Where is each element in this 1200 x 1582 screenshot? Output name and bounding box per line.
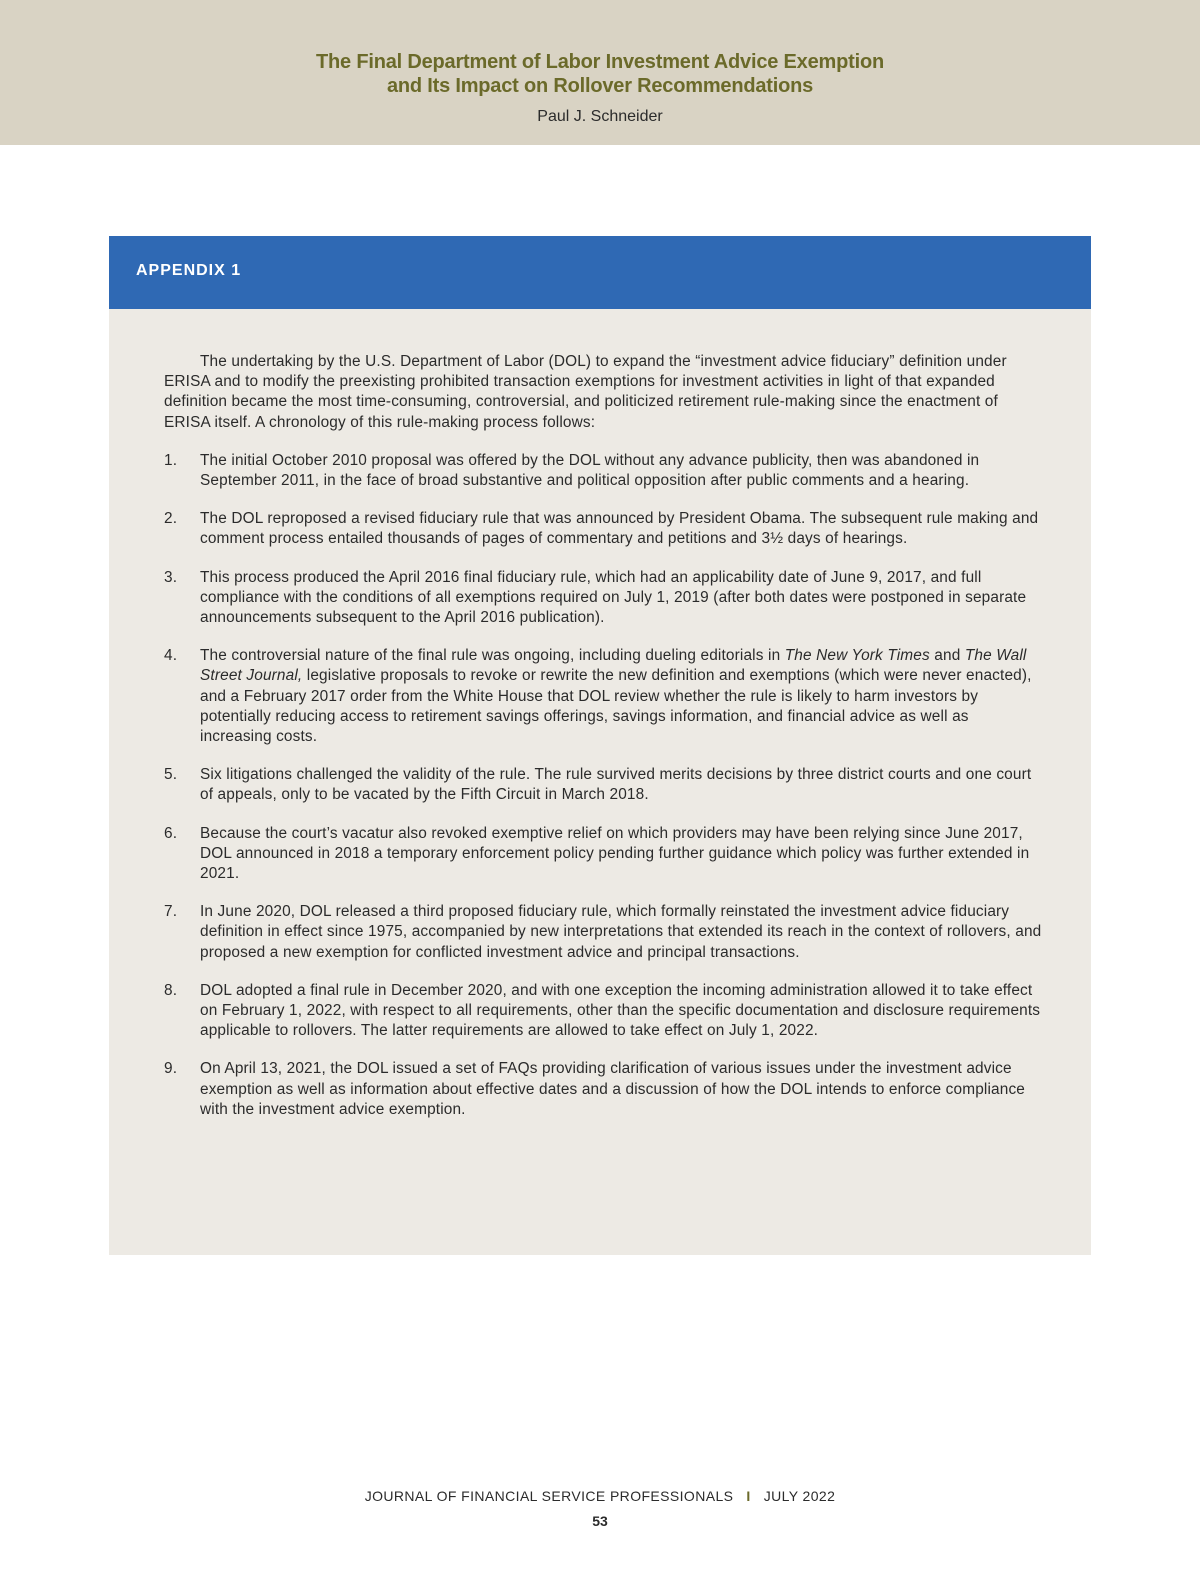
chronology-list: [164, 451, 1044, 1120]
appendix-body: [164, 352, 1044, 1138]
footer-separator: I: [746, 1488, 751, 1504]
list-item-text: and: [929, 647, 965, 665]
list-item-number: 3.: [164, 568, 178, 586]
list-item-number: 8.: [164, 981, 178, 999]
journal-name: JOURNAL OF FINANCIAL SERVICE PROFESSIONALS: [364, 1488, 734, 1504]
list-item-number: 2.: [164, 510, 178, 528]
list-item-number: 4.: [164, 647, 178, 665]
list-item: [164, 902, 1044, 963]
list-item-text: The DOL reproposed a revised fiduciary rule that was announced by President Obama. The subsequent rule making and comment process entailed thousands of pages of commentary and petitions and 3½ days of hearings.: [200, 510, 1039, 548]
list-item: [164, 1059, 1044, 1120]
list-item-text: This process produced the April 2016 final fiduciary rule, which had an applicability date of June 9, 2017, and full compliance with the conditions of all exemptions required on July 1, 2019 (after both dates were postponed in separate announcements subsequent to the April 2016 publication).: [200, 568, 1027, 627]
list-item: [164, 646, 1044, 747]
list-item: [164, 509, 1044, 549]
page-footer: [0, 1488, 1200, 1504]
list-item-text: In June 2020, DOL released a third proposed fiduciary rule, which formally reinstated the investment advice fiduciary definition in effect since 1975, accompanied by new interpretations that extended its reach in the context of rollovers, and proposed a new exemption for conflicted investment advice and principal transactions.: [200, 903, 1042, 961]
page-number: 53: [592, 1513, 608, 1529]
list-item: [164, 568, 1044, 629]
list-item-text: The controversial nature of the final rule was ongoing, including dueling editorials in: [200, 647, 785, 665]
list-item-number: 9.: [164, 1060, 178, 1078]
article-title-line-1: The Final Department of Labor Investment Advice Exemption: [316, 51, 884, 73]
list-item-text: On April 13, 2021, the DOL issued a set of FAQs providing clarification of various issues under the investment advice exemption as well as information about effective dates and a discussion of how the DOL intends to enforce compliance with the investment advice exemption.: [200, 1060, 1026, 1118]
list-item-text: Because the court’s vacatur also revoked exemptive relief on which providers may have been relying since June 2017, DOL announced in 2018 a temporary enforcement policy pending further guidance which policy was further extended in 2021.: [200, 824, 1030, 883]
issue-date: JULY 2022: [763, 1488, 836, 1504]
article-author: Paul J. Schneider: [537, 108, 663, 125]
publication-title-wsj: The Wall Street Journal,: [200, 647, 1027, 685]
list-item: [164, 451, 1044, 491]
appendix-header-bar: [109, 236, 1091, 309]
page-header: [0, 0, 1200, 145]
article-title: [0, 50, 1200, 98]
list-item: [164, 824, 1044, 885]
list-item-text: The initial October 2010 proposal was offered by the DOL without any advance publicity, then was abandoned in September 2011, in the face of broad substantive and political opposition after public comments and a hearing.: [200, 451, 980, 490]
appendix-box: [109, 236, 1091, 1255]
list-item: [164, 765, 1044, 805]
list-item-number: 5.: [164, 766, 178, 784]
publication-title-nyt: The New York Times: [784, 647, 930, 665]
list-item-text: DOL adopted a final rule in December 2020, and with one exception the incoming administration allowed it to take effect on February 1, 2022, with respect to all requirements, other than the specific documentation and disclosure requirements applicable to rollovers. The latter requirements are allowed to take effect on July 1, 2022.: [200, 981, 1041, 1040]
list-item-text: legislative proposals to revoke or rewrite the new definition and exemptions (which were never enacted), and a February 2017 order from the White House that DOL review whether the rule is likely to harm investors by potentially reducing access to retirement savings offerings, savings information, and financial advice as well as increasing costs.: [200, 667, 1032, 746]
appendix-intro: The undertaking by the U.S. Department of Labor (DOL) to expand the “investment advice fiduciary” definition under ERISA and to modify the preexisting prohibited transaction exemptions for investment activities in light of that expanded definition became the most time-consuming, controversial, and politicized retirement rule-making since the enactment of ERISA itself. A chronology of this rule-making process follows:: [164, 353, 1007, 431]
article-title-line-2: and Its Impact on Rollover Recommendations: [386, 75, 814, 97]
list-item: [164, 981, 1044, 1042]
list-item-number: 6.: [164, 824, 178, 842]
appendix-label: APPENDIX 1: [136, 262, 242, 279]
list-item-number: 1.: [164, 451, 178, 469]
list-item-number: 7.: [164, 903, 178, 921]
list-item-text: Six litigations challenged the validity of the rule. The rule survived merits decisions by three district courts and one court of appeals, only to be vacated by the Fifth Circuit in March 2018.: [200, 766, 1032, 804]
